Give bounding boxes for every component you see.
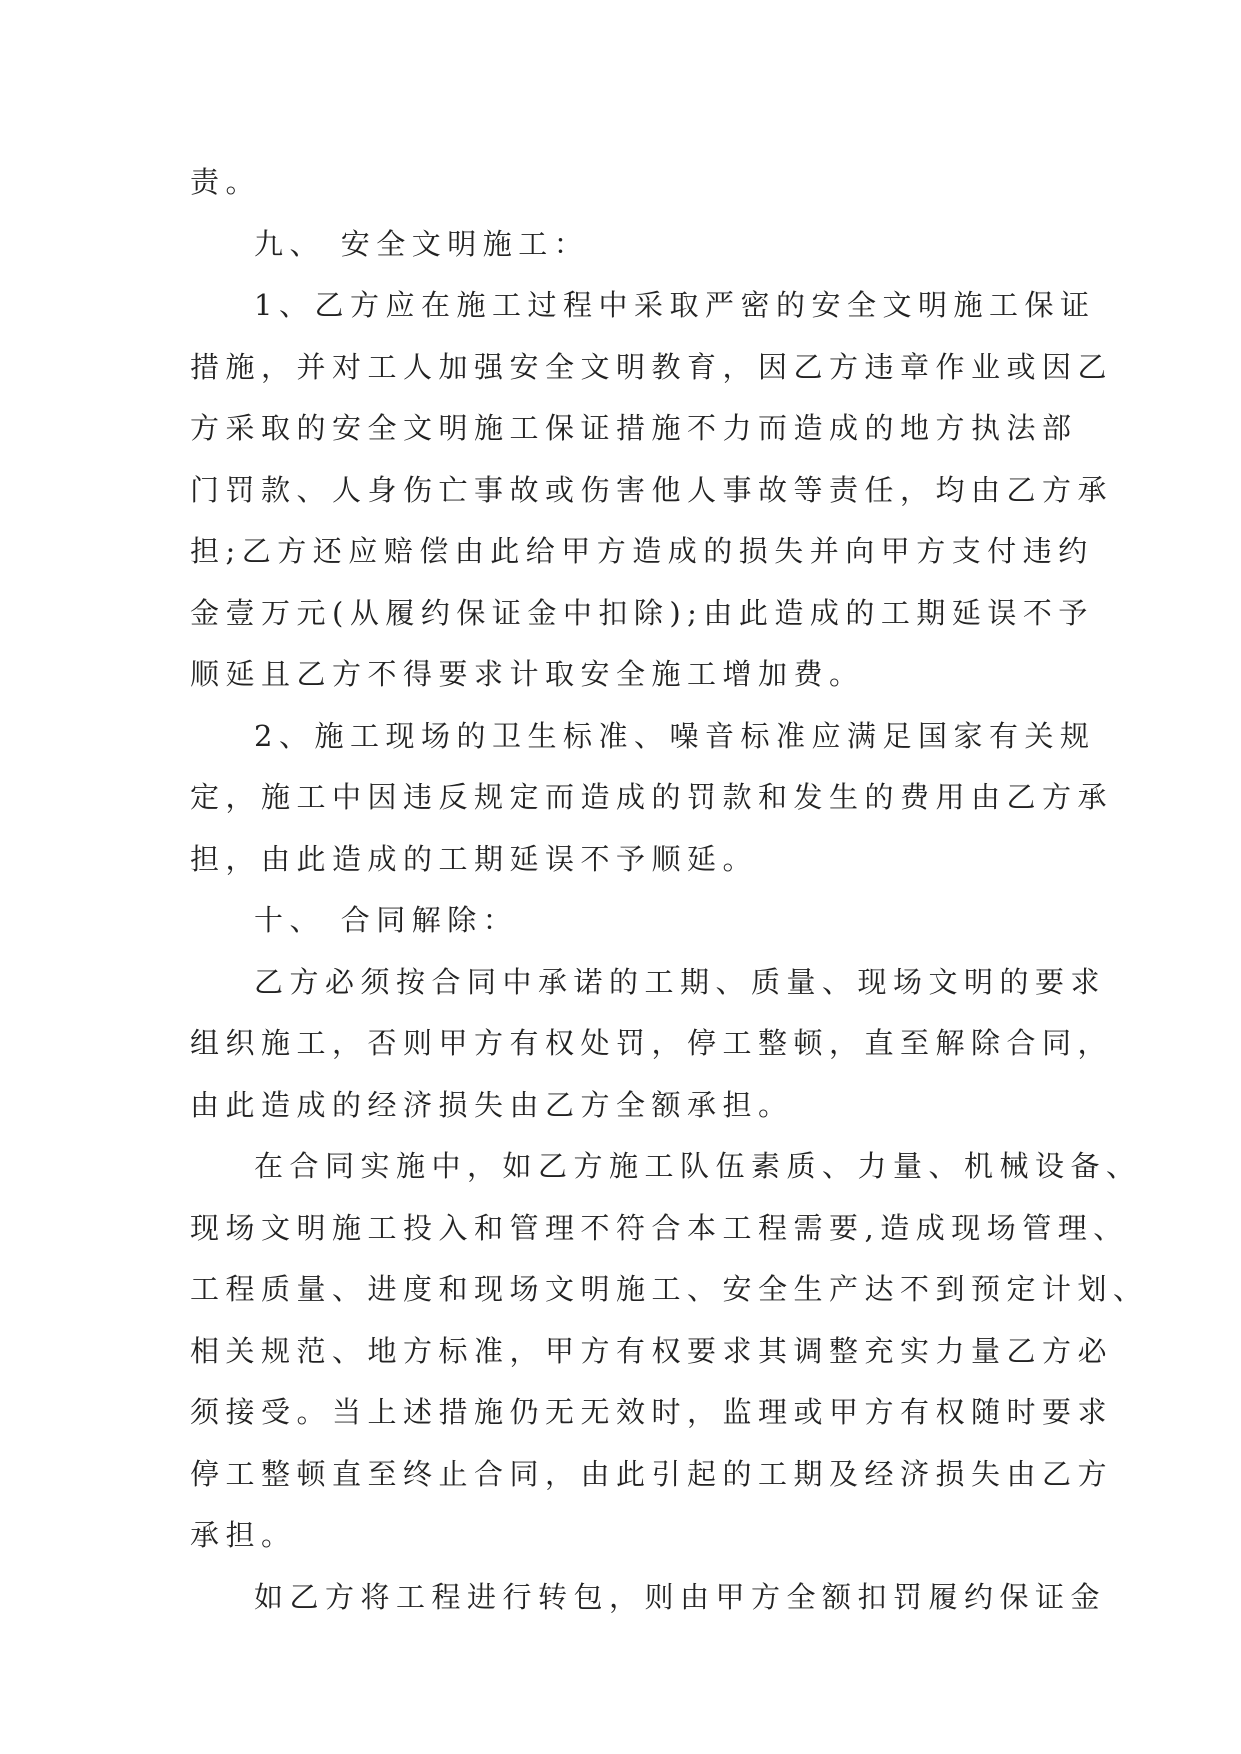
text-line: 相关规范、地方标准，甲方有权要求其调整充实力量乙方必 [190, 1333, 1114, 1368]
text-line: 如乙方将工程进行转包，则由甲方全额扣罚履约保证金 [254, 1579, 1107, 1614]
text-line: 工程质量、进度和现场文明施工、安全生产达不到预定计划、 [190, 1272, 1149, 1306]
text-line: 停工整顿直至终止合同，由此引起的工期及经济损失由乙方 [190, 1456, 1114, 1491]
text-line: 2、施工现场的卫生标准、噪音标准应满足国家有关规 [254, 718, 1096, 753]
text-line: 组织施工，否则甲方有权处罚，停工整顿，直至解除合同， [190, 1026, 1114, 1060]
text-line: 现场文明施工投入和管理不符合本工程需要,造成现场管理、 [190, 1210, 1129, 1245]
text-line: 在合同实施中，如乙方施工队伍素质、力量、机械设备、 [254, 1149, 1142, 1183]
text-line: 措施，并对工人加强安全文明教育，因乙方违章作业或因乙 [190, 349, 1114, 384]
text-line: 由此造成的经济损失由乙方全额承担。 [190, 1087, 794, 1122]
section-heading-9: 九、 安全文明施工： [254, 226, 590, 261]
section-heading-10: 十、 合同解除： [254, 903, 519, 937]
text-line: 方采取的安全文明施工保证措施不力而造成的地方执法部 [190, 411, 1078, 445]
text-line: 责。 [190, 165, 262, 199]
text-line: 定，施工中因违反规定而造成的罚款和发生的费用由乙方承 [190, 780, 1114, 814]
text-line: 担，由此造成的工期延误不予顺延。 [190, 841, 759, 876]
text-line: 担;乙方还应赔偿由此给甲方造成的损失并向甲方支付违约 [190, 534, 1094, 568]
text-line: 门罚款、人身伤亡事故或伤害他人事故等责任，均由乙方承 [190, 472, 1114, 507]
text-line: 1、乙方应在施工过程中采取严密的安全文明施工保证 [254, 288, 1096, 322]
text-line: 金壹万元(从履约保证金中扣除);由此造成的工期延误不予 [190, 595, 1094, 630]
text-line: 须接受。当上述措施仍无无效时，监理或甲方有权随时要求 [190, 1395, 1114, 1429]
document-body [190, 152, 1149, 1628]
text-line: 乙方必须按合同中承诺的工期、质量、现场文明的要求 [254, 964, 1107, 999]
text-line: 承担。 [190, 1518, 297, 1552]
text-line: 顺延且乙方不得要求计取安全施工增加费。 [190, 657, 865, 691]
